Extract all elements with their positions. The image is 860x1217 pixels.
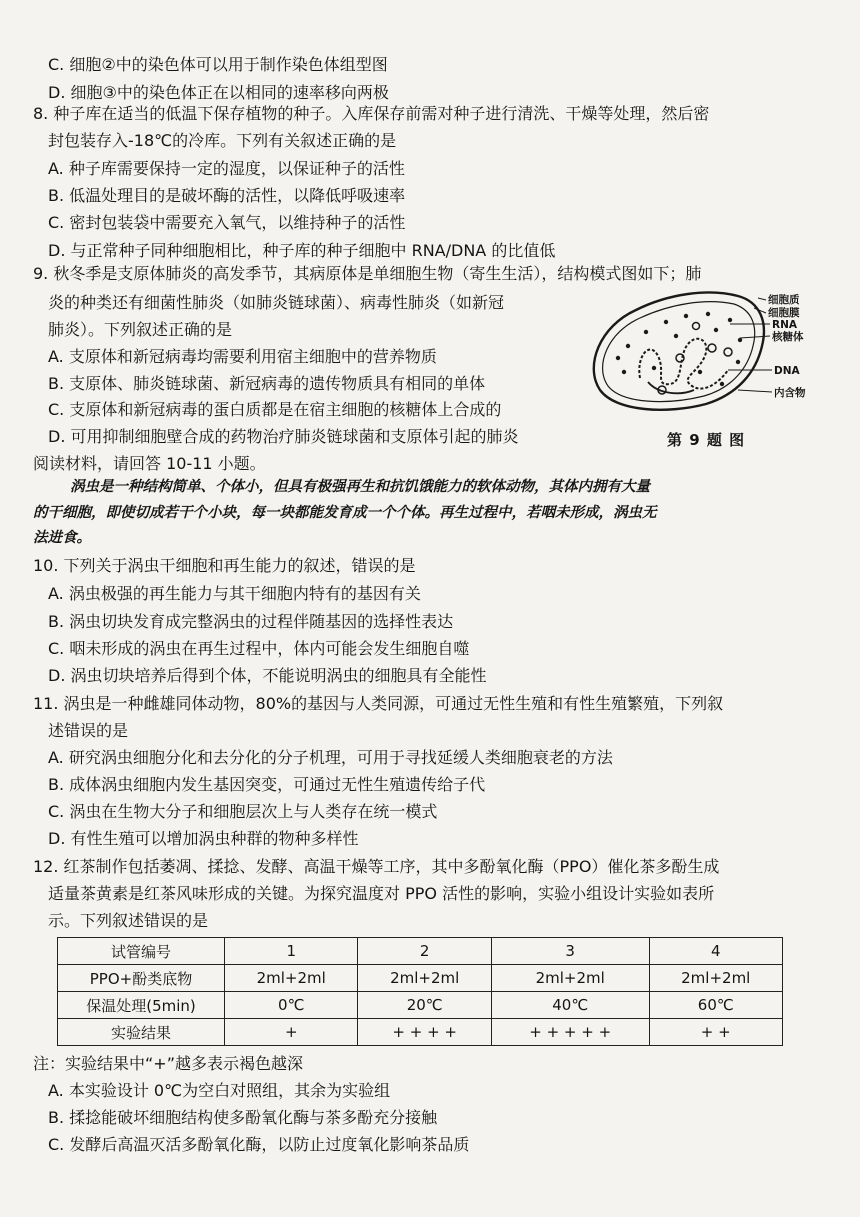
table-cell: 实验结果 — [58, 1019, 225, 1046]
q8-option-a: A. 种子库需要保持一定的湿度，以保证种子的活性 — [48, 159, 405, 178]
q10-option-a: A. 涡虫极强的再生能力与其干细胞内特有的基因有关 — [48, 584, 421, 603]
q11-stem-line-2: 述错误的是 — [48, 721, 129, 740]
q9-option-c: C. 支原体和新冠病毒的蛋白质都是在宿主细胞的核糖体上合成的 — [48, 400, 502, 419]
figure-9-caption: 第 9 题 图 — [667, 431, 746, 449]
label-dna: DNA — [774, 365, 800, 377]
table-row — [58, 992, 783, 1019]
q8-option-b: B. 低温处理目的是破坏酶的活性，以降低呼吸速率 — [48, 186, 406, 205]
q12-option-c: C. 发酵后高温灭活多酚氧化酶，以防止过度氧化影响茶品质 — [48, 1135, 470, 1154]
table-cell: 60℃ — [649, 992, 783, 1019]
table-cell: 3 — [491, 938, 649, 965]
q8-stem-line-1: 8. 种子库在适当的低温下保存植物的种子。入库保存前需对种子进行清洗、干燥等处理，然后密 — [33, 104, 710, 123]
mycoplasma-structure-diagram — [588, 286, 816, 418]
q9-stem-line-1: 9. 秋冬季是支原体肺炎的高发季节，其病原体是单细胞生物（寄生生活），结构模式图如下；肺 — [33, 264, 702, 283]
q12-table-note: 注：实验结果中“+”越多表示褐色越深 — [33, 1054, 303, 1073]
table-cell: 2ml+2ml — [649, 965, 783, 992]
table-cell: 保温处理(5min) — [58, 992, 225, 1019]
table-cell: 20℃ — [358, 992, 491, 1019]
passage-line-2: 的干细胞，即使切成若干个小块，每一块都能发育成一个个体。再生过程中，若咽未形成，涡虫无 — [33, 504, 657, 521]
table-cell: + + — [649, 1019, 783, 1046]
passage-line-1: 涡虫是一种结构简单、个体小，但具有极强再生和抗饥饿能力的软体动物，其体内拥有大量 — [70, 478, 650, 495]
q8-stem-line-2: 封包装存入-18℃的冷库。下列有关叙述正确的是 — [48, 131, 397, 150]
table-cell: PPO+酚类底物 — [58, 965, 225, 992]
q12-stem-line-1: 12. 红茶制作包括萎凋、揉捻、发酵、高温干燥等工序，其中多酚氧化酶（PPO）催化茶多酚生成 — [33, 857, 720, 876]
table-row — [58, 1019, 783, 1046]
label-cell-membrane: 细胞膜 — [768, 307, 800, 319]
label-leader-lines — [728, 298, 772, 392]
table-cell: 2 — [358, 938, 491, 965]
table-cell: 0℃ — [225, 992, 358, 1019]
q9-option-d: D. 可用抑制细胞壁合成的药物治疗肺炎链球菌和支原体引起的肺炎 — [48, 427, 519, 446]
q11-option-c: C. 涡虫在生物大分子和细胞层次上与人类存在统一模式 — [48, 802, 438, 821]
label-cytoplasm: 细胞质 — [768, 294, 800, 306]
q9-option-b: B. 支原体、肺炎链球菌、新冠病毒的遗传物质具有相同的单体 — [48, 374, 486, 393]
cell-membrane-outline — [594, 292, 764, 409]
table-cell: 试管编号 — [58, 938, 225, 965]
q12-option-b: B. 揉捻能破坏细胞结构使多酚氧化酶与茶多酚充分接触 — [48, 1108, 438, 1127]
q9-option-a: A. 支原体和新冠病毒均需要利用宿主细胞中的营养物质 — [48, 347, 437, 366]
table-cell: 2ml+2ml — [358, 965, 491, 992]
q7-option-c: C. 细胞②中的染色体可以用于制作染色体组型图 — [48, 55, 388, 74]
table-cell: 4 — [649, 938, 783, 965]
table-cell: + — [225, 1019, 358, 1046]
dna-strand — [639, 339, 728, 389]
label-ribosome: 核糖体 — [772, 331, 804, 343]
table-cell: 2ml+2ml — [491, 965, 649, 992]
q12-stem-line-2: 适量茶黄素是红茶风味形成的关键。为探究温度对 PPO 活性的影响，实验小组设计实验如表所 — [48, 884, 715, 903]
q9-stem-line-3: 肺炎）。下列叙述正确的是 — [48, 320, 233, 339]
experiment-table — [57, 937, 783, 1046]
table-row — [58, 938, 783, 965]
q10-option-b: B. 涡虫切块发育成完整涡虫的过程伴随基因的选择性表达 — [48, 612, 454, 631]
q10-option-d: D. 涡虫切块培养后得到个体，不能说明涡虫的细胞具有全能性 — [48, 666, 487, 685]
table-cell: + + + + — [358, 1019, 491, 1046]
label-inclusion: 内含物 — [774, 387, 806, 399]
q7-option-d: D. 细胞③中的染色体正在以相同的速率移向两极 — [48, 83, 389, 102]
q11-option-d: D. 有性生殖可以增加涡虫种群的物种多样性 — [48, 829, 359, 848]
table-cell: 40℃ — [491, 992, 649, 1019]
table-cell: 1 — [225, 938, 358, 965]
q12-option-a: A. 本实验设计 0℃为空白对照组，其余为实验组 — [48, 1081, 391, 1100]
table-row — [58, 965, 783, 992]
q11-option-a: A. 研究涡虫细胞分化和去分化的分子机理，可用于寻找延缓人类细胞衰老的方法 — [48, 748, 613, 767]
table-cell: + + + + + — [491, 1019, 649, 1046]
q10-option-c: C. 咽未形成的涡虫在再生过程中，体内可能会发生细胞自噬 — [48, 639, 470, 658]
q11-stem-line-1: 11. 涡虫是一种雌雄同体动物，80%的基因与人类同源，可通过无性生殖和有性生殖繁殖，下列叙 — [33, 694, 724, 713]
q12-stem-line-3: 示。下列叙述错误的是 — [48, 911, 209, 930]
q11-option-b: B. 成体涡虫细胞内发生基因突变，可通过无性生殖遗传给子代 — [48, 775, 486, 794]
q10-stem: 10. 下列关于涡虫干细胞和再生能力的叙述，错误的是 — [33, 556, 416, 575]
q9-stem-line-2: 炎的种类还有细菌性肺炎（如肺炎链球菌）、病毒性肺炎（如新冠 — [48, 293, 505, 312]
label-rna: RNA — [772, 319, 797, 331]
table-cell: 2ml+2ml — [225, 965, 358, 992]
q8-option-d: D. 与正常种子同种细胞相比，种子库的种子细胞中 RNA/DNA 的比值低 — [48, 241, 556, 260]
reading-prompt: 阅读材料，请回答 10-11 小题。 — [33, 454, 266, 473]
passage-line-3: 法进食。 — [33, 529, 91, 546]
q8-option-c: C. 密封包装袋中需要充入氧气，以维持种子的活性 — [48, 213, 406, 232]
dna-loop — [648, 382, 694, 393]
